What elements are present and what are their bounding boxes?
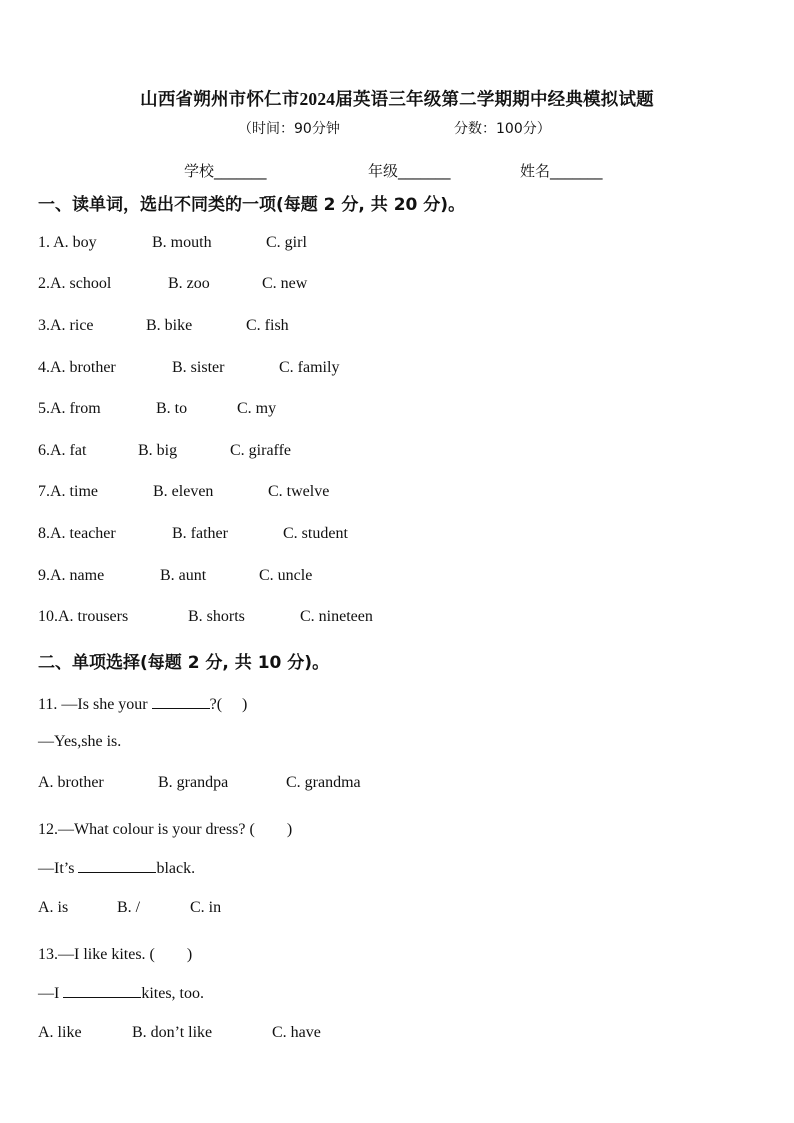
question-number: 4. <box>38 359 50 376</box>
option-b: B. don’t like <box>132 1024 213 1041</box>
option-a: A. trousers <box>58 608 129 625</box>
option-b: B. father <box>172 525 228 542</box>
question-item-9 <box>38 567 313 585</box>
option-b: B. zoo <box>168 275 210 292</box>
answer-text-end: black. <box>156 860 196 877</box>
answer-blank <box>152 694 210 709</box>
option-c: C. family <box>279 359 340 376</box>
option-b: B. shorts <box>188 608 245 625</box>
option-b: B. to <box>156 400 188 417</box>
section2-heading: 二、单项选择(每题 2 分, 共 10 分)。 <box>38 653 330 673</box>
option-a: A. time <box>50 483 98 500</box>
answer-13 <box>38 983 204 1003</box>
option-b: B. grandpa <box>158 774 229 791</box>
option-c: C. my <box>237 400 277 417</box>
question-text-end: ?( ) <box>209 696 248 713</box>
options-12 <box>38 899 222 917</box>
option-c: C. twelve <box>268 483 330 500</box>
question-item-2 <box>38 275 308 293</box>
option-c: C. nineteen <box>300 608 373 625</box>
section1-heading: 一、读单词，选出不同类的一项(每题 2 分, 共 20 分)。 <box>38 195 466 215</box>
question-number: 5. <box>38 400 50 417</box>
question-item-4 <box>38 359 340 377</box>
name-field: 姓名_______ <box>520 162 603 180</box>
option-a: A. is <box>38 899 69 916</box>
answer-text-end: kites, too. <box>141 985 204 1002</box>
option-a: A. rice <box>50 317 94 334</box>
question-number: 8. <box>38 525 50 542</box>
exam-score: 分数：100分） <box>454 121 551 137</box>
question-item-10 <box>38 608 373 626</box>
option-a: A. boy <box>53 234 97 251</box>
option-c: C. have <box>272 1024 321 1041</box>
option-c: C. giraffe <box>230 442 292 459</box>
question-number: 10. <box>38 608 58 625</box>
answer-12 <box>38 858 195 878</box>
answer-11: —Yes,she is. <box>38 733 122 750</box>
question-item-7 <box>38 483 330 501</box>
option-a: A. brother <box>38 774 104 791</box>
answer-blank <box>78 858 156 873</box>
option-c: C. new <box>262 275 308 292</box>
options-13 <box>38 1024 321 1042</box>
question-item-8 <box>38 525 348 543</box>
grade-field: 年级_______ <box>368 162 451 180</box>
option-b: B. bike <box>146 317 193 334</box>
question-item-1 <box>38 234 307 252</box>
options-11 <box>38 774 361 792</box>
question-number: 6. <box>38 442 50 459</box>
option-a: A. from <box>50 400 101 417</box>
option-b: B. / <box>117 899 141 916</box>
question-number: 9. <box>38 567 50 584</box>
option-c: C. girl <box>266 234 307 251</box>
option-a: A. brother <box>50 359 116 376</box>
option-b: B. aunt <box>160 567 207 584</box>
question-text: 11. —Is she your <box>38 696 152 713</box>
answer-text: —It’s <box>38 860 79 877</box>
exam-time: （时间：90分钟 <box>238 121 340 137</box>
question-number: 2. <box>38 275 50 292</box>
option-a: A. teacher <box>50 525 116 542</box>
option-c: C. student <box>283 525 348 542</box>
option-a: A. name <box>50 567 105 584</box>
question-number: 7. <box>38 483 50 500</box>
option-c: C. grandma <box>286 774 361 791</box>
option-b: B. eleven <box>153 483 214 500</box>
option-b: B. mouth <box>152 234 212 251</box>
option-a: A. fat <box>50 442 87 459</box>
question-item-3 <box>38 317 289 335</box>
question-item-5 <box>38 400 277 418</box>
option-c: C. in <box>190 899 222 916</box>
option-c: C. uncle <box>259 567 313 584</box>
question-12: 12.—What colour is your dress? ( ) <box>38 821 293 838</box>
question-number: 3. <box>38 317 50 334</box>
answer-text: —I <box>38 985 64 1002</box>
school-field: 学校_______ <box>184 162 267 180</box>
option-b: B. sister <box>172 359 225 376</box>
question-13: 13.—I like kites. ( ) <box>38 946 193 963</box>
page-title: 山西省朔州市怀仁市2024届英语三年级第二学期期中经典模拟试题 <box>140 89 654 109</box>
answer-blank <box>63 983 141 998</box>
option-c: C. fish <box>246 317 289 334</box>
question-item-6 <box>38 442 292 460</box>
question-number: 1. <box>38 234 54 251</box>
option-b: B. big <box>138 442 178 459</box>
question-11 <box>38 691 247 714</box>
option-a: A. like <box>38 1024 82 1041</box>
option-a: A. school <box>50 275 112 292</box>
